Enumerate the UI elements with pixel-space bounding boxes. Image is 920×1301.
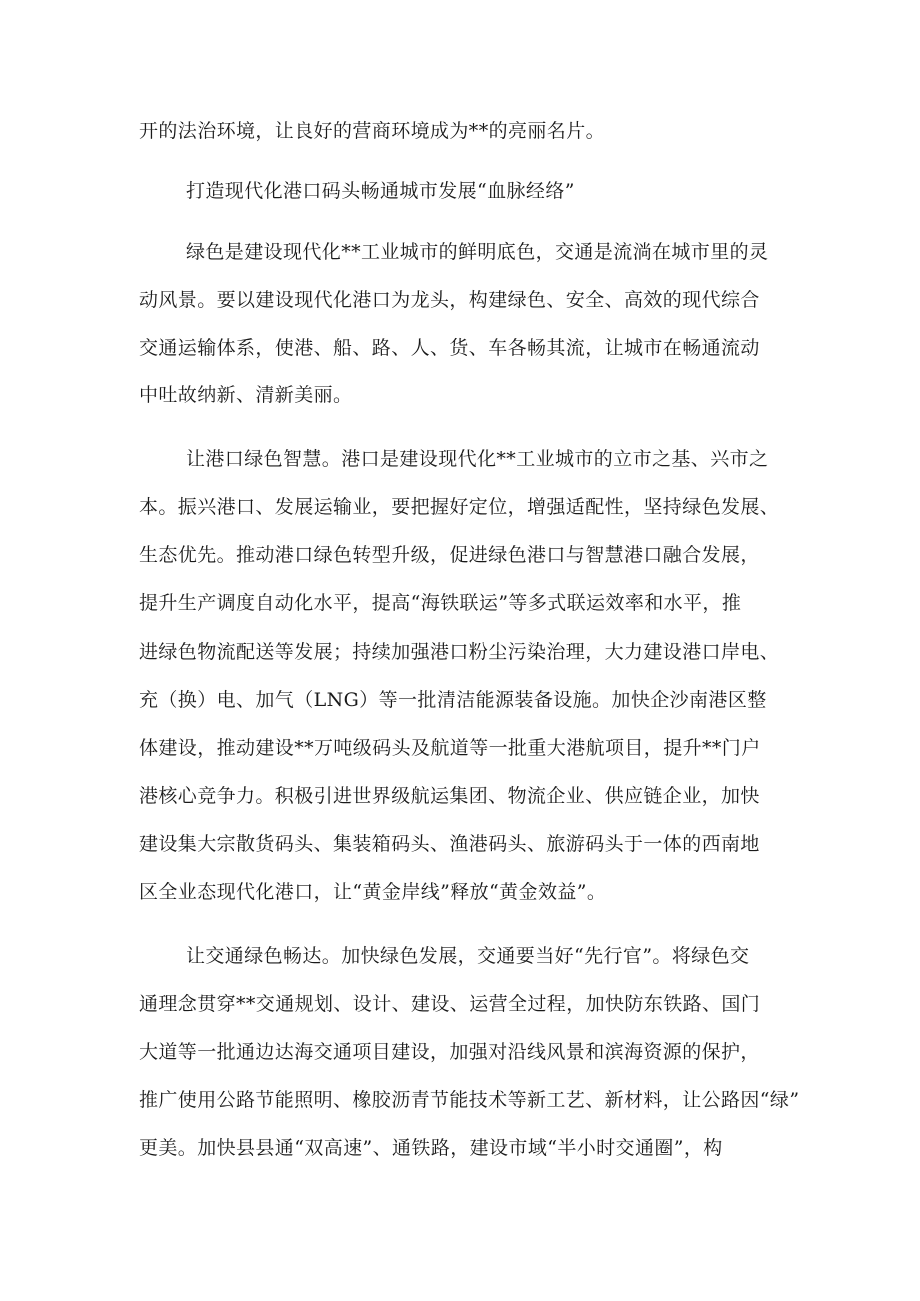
- paragraph-line: 交通运输体系，使港、船、路、人、货、车各畅其流，让城市在畅通流动: [139, 337, 760, 359]
- paragraph-line: 体建设，推动建设**万吨级码头及航道等一批重大港航项目，提升**门户: [139, 737, 761, 759]
- paragraph-line: 更美。加快县县通“双高速”、通铁路，建设市域“半小时交通圈”，构: [139, 1137, 723, 1159]
- paragraph-line: 充（换）电、加气（LNG）等一批清洁能源装备设施。加快企沙南港区整: [139, 689, 767, 711]
- paragraph-line: 提升生产调度自动化水平，提高“海铁联运”等多式联运效率和水平，推: [139, 592, 742, 614]
- paragraph-line: 让港口绿色智慧。港口是建设现代化**工业城市的立市之基、兴市之: [186, 448, 769, 470]
- paragraph-line: 区全业态现代化港口，让“黄金岸线”释放“黄金效益”。: [139, 881, 607, 903]
- paragraph-line: 通理念贯穿**交通规划、设计、建设、运营全过程，加快防东铁路、国门: [139, 993, 761, 1015]
- paragraph-line: 让交通绿色畅达。加快绿色发展，交通要当好“先行官”。将绿色交: [186, 945, 750, 967]
- paragraph-line: 动风景。要以建设现代化港口为龙头，构建绿色、安全、高效的现代综合: [139, 289, 760, 311]
- paragraph-line: 进绿色物流配送等发展；持续加强港口粉尘污染治理，大力建设港口岸电、: [139, 641, 780, 663]
- paragraph-line: 绿色是建设现代化**工业城市的鲜明底色，交通是流淌在城市里的灵: [186, 241, 769, 263]
- section-heading: 打造现代化港口码头畅通城市发展“血脉经络”: [186, 180, 575, 202]
- paragraph-line: 生态优先。推动港口绿色转型升级，促进绿色港口与智慧港口融合发展，: [139, 544, 760, 566]
- paragraph-line: 港核心竞争力。积极引进世界级航运集团、物流企业、供应链企业，加快: [139, 785, 760, 807]
- paragraph-line: 开的法治环境，让良好的营商环境成为**的亮丽名片。: [139, 120, 606, 142]
- paragraph-line: 推广使用公路节能照明、橡胶沥青节能技术等新工艺、新材料，让公路因“绿”: [139, 1089, 800, 1111]
- paragraph-line: 大道等一批通边达海交通项目建设，加强对沿线风景和滨海资源的保护，: [139, 1041, 760, 1063]
- paragraph-line: 本。振兴港口、发展运输业，要把握好定位，增强适配性，坚持绿色发展、: [139, 496, 780, 518]
- paragraph-line: 中吐故纳新、清新美丽。: [139, 384, 353, 406]
- paragraph-line: 建设集大宗散货码头、集装箱码头、渔港码头、旅游码头于一体的西南地: [139, 833, 760, 855]
